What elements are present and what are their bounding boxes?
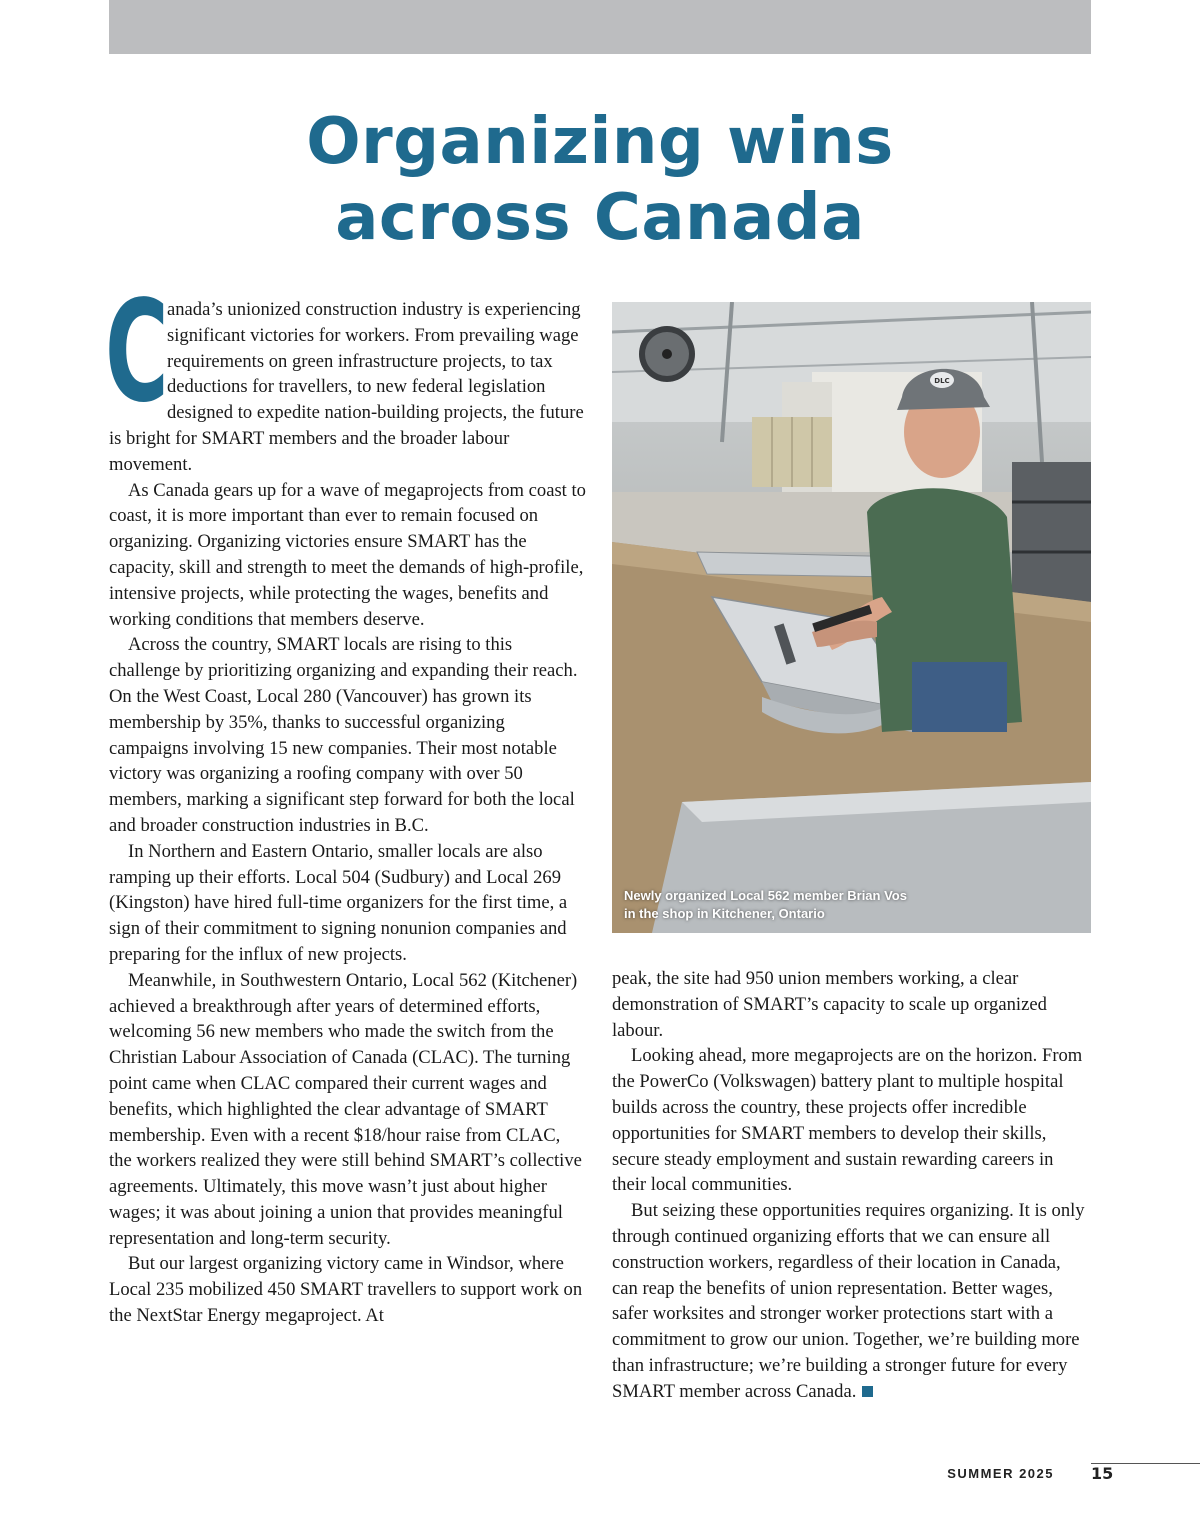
paragraph-1 bbox=[105, 271, 587, 478]
left-column bbox=[105, 271, 587, 1329]
photo-illustration bbox=[612, 302, 1091, 933]
title-line-2: across Canada bbox=[335, 181, 865, 255]
paragraph-9 bbox=[612, 1198, 1091, 1404]
paragraph-6: But our largest organizing victory came in Windsor, where Local 235 mobilized 450 SMART travellers to support work on the NextStar Energy megaproject. At bbox=[109, 1253, 583, 1327]
paragraph-4: In Northern and Eastern Ontario, smaller locals are also ramping up their efforts. Local 504 (Sudbury) and Local 269 (Kingston) have hired full-time organizers for the first time, a sign of their commitment to signing nonunion companies and preparing for the influx of new projects. bbox=[109, 840, 568, 965]
paragraph-3: Across the country, SMART locals are rising to this challenge by prioritizing organizing and expanding their reach. On the West Coast, Local 280 (Vancouver) has grown its membership by 35%, thanks to successful organizing campaigns involving 15 new companies. Their most notable victory was organizing a roofing company with over 50 members, marking a significant step forward for both the local and broader construction industries in B.C. bbox=[109, 634, 578, 836]
paragraph-9-text: But seizing these opportunities requires organizing. It is only through continued organizing efforts that we can ensure all construction workers, regardless of their location in Canada, can reap the benefits of union representation. Better wages, safer worksites and stronger worker protections start with a commitment to grow our union. Together, we’re building more than infrastructure; we’re building a stronger future for every SMART member across Canada. bbox=[612, 1200, 1085, 1402]
paragraph-5: Meanwhile, in Southwestern Ontario, Local 562 (Kitchener) achieved a breakthrough after years of determined efforts, welcoming 56 new members who made the switch from the Christian Labour Association of Canada (CLAC). The turning point came when CLAC compared their current wages and benefits, which highlighted the clear advantage of SMART membership. Even with a recent $18/hour raise from CLAC, the workers realized they were still behind SMART’s collective agreements. Ultimately, this move wasn’t just about higher wages; it was about joining a union that provides meaningful representation and long-term security. bbox=[109, 969, 582, 1249]
caption-line-1: Newly organized Local 562 member Brian Vos bbox=[624, 888, 907, 903]
caption-line-2: in the shop in Kitchener, Ontario bbox=[624, 906, 825, 921]
end-mark-icon bbox=[862, 1386, 873, 1397]
title-line-1: Organizing wins bbox=[306, 105, 894, 179]
paragraph-2: As Canada gears up for a wave of megaprojects from coast to coast, it is more important than ever to remain focused on organizing. Organizing victories ensure SMART has the capacity, skill and strength to meet the demands of high-profile, intensive projects, while protecting the wages, benefits and working conditions that members deserve. bbox=[109, 479, 586, 630]
article-title bbox=[109, 104, 1091, 256]
paragraph-7: peak, the site had 950 union members working, a clear demonstration of SMART’s capacity to scale up organized labour. bbox=[612, 968, 1047, 1041]
right-column bbox=[612, 966, 1091, 1405]
footer-issue: SUMMER 2025 bbox=[947, 1466, 1054, 1481]
cap-logo-text: DLC bbox=[934, 377, 950, 385]
page-number: 15 bbox=[1091, 1464, 1114, 1483]
header-bar bbox=[109, 0, 1091, 54]
article-photo bbox=[612, 302, 1091, 933]
drop-cap: C bbox=[105, 271, 169, 434]
paragraph-1-text: anada’s unionized construction industry is experiencing significant victories for workers. From prevailing wage requirements on green infrastructure projects, to tax deductions for travellers, to new federal legislation designed to expedite nation-building projects, the future is bright for SMART members and the broader labour movement. bbox=[109, 299, 584, 475]
paragraph-8: Looking ahead, more megaprojects are on the horizon. From the PowerCo (Volkswagen) battery plant to multiple hospital builds across the country, these projects offer incredible opportunities for SMART members to develop their skills, secure steady employment and sustain rewarding careers in their local communities. bbox=[612, 1045, 1083, 1196]
photo-caption bbox=[624, 887, 907, 923]
